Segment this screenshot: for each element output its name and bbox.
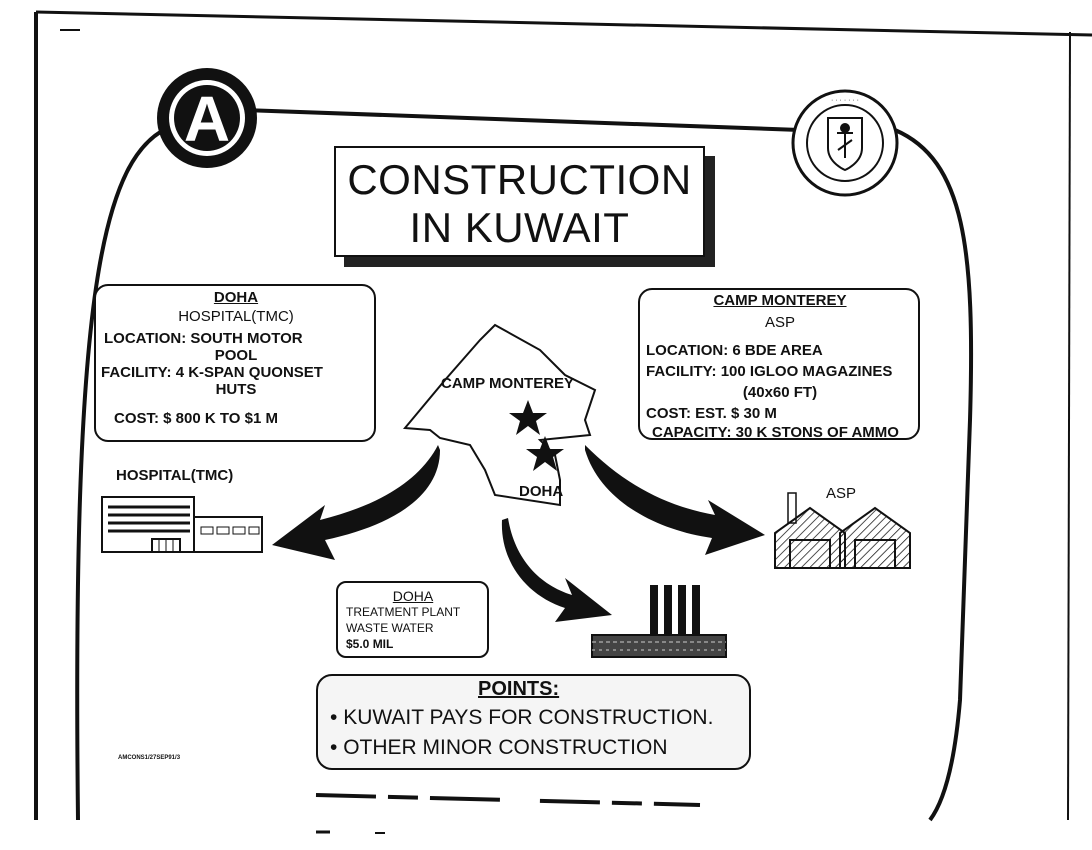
title-line-2: IN KUWAIT: [409, 204, 630, 251]
map-label-doha: DOHA: [519, 483, 564, 500]
logo-letter: A: [183, 83, 231, 155]
treatment-heading: DOHA: [392, 588, 434, 604]
treatment-line-1: TREATMENT PLANT: [346, 605, 461, 619]
doha-heading: DOHA: [213, 289, 259, 306]
doha-line-4: FACILITY: 4 K-SPAN QUONSET: [101, 364, 323, 381]
monterey-line-5: COST: EST. $ 30 M: [646, 405, 777, 422]
bullet-icon: •: [330, 706, 344, 729]
monterey-line-4: (40x60 FT): [742, 384, 818, 401]
map-label-monterey: CAMP MONTEREY: [441, 375, 575, 392]
monterey-line-1: ASP: [764, 314, 795, 331]
points-heading: POINTS:: [478, 678, 560, 700]
hospital-building-icon: [100, 495, 265, 555]
title-line-1: CONSTRUCTION: [347, 156, 692, 203]
doha-line-5: HUTS: [215, 381, 257, 398]
monterey-heading: CAMP MONTEREY: [713, 292, 847, 309]
asp-label: ASP: [826, 485, 857, 502]
point-item-1: [330, 706, 713, 730]
treatment-plant-box: [336, 581, 489, 658]
treatment-line-2: WASTE WATER: [346, 621, 434, 635]
svg-text:· · · · · · ·: · · · · · · ·: [831, 97, 859, 104]
factory-icon: [590, 580, 730, 660]
points-box: [316, 674, 751, 770]
doha-line-3: POOL: [214, 347, 258, 364]
monterey-line-6: CAPACITY: 30 K STONS OF AMMO: [652, 424, 899, 441]
doha-line-6: COST: $ 800 K TO $1 M: [114, 410, 278, 427]
point-item-2: [330, 736, 668, 760]
arrow-to-asp: [585, 445, 765, 555]
point-text-1: KUWAIT PAYS FOR CONSTRUCTION.: [343, 706, 714, 729]
treatment-line-3: $5.0 MIL: [346, 637, 394, 651]
bullet-icon: •: [330, 736, 344, 759]
monterey-line-2: LOCATION: 6 BDE AREA: [646, 342, 823, 359]
hospital-label: HOSPITAL(TMC): [116, 467, 234, 484]
arrow-to-hospital: [272, 445, 440, 560]
footer-code: AMCONS1/27SEP91/3: [118, 755, 181, 761]
asp-igloo-icon: [770, 488, 915, 573]
monterey-line-3: FACILITY: 100 IGLOO MAGAZINES: [646, 363, 893, 380]
doha-line-2: LOCATION: SOUTH MOTOR: [104, 330, 303, 347]
doha-line-1: HOSPITAL(TMC): [178, 308, 294, 325]
point-text-2: OTHER MINOR CONSTRUCTION: [343, 736, 668, 759]
